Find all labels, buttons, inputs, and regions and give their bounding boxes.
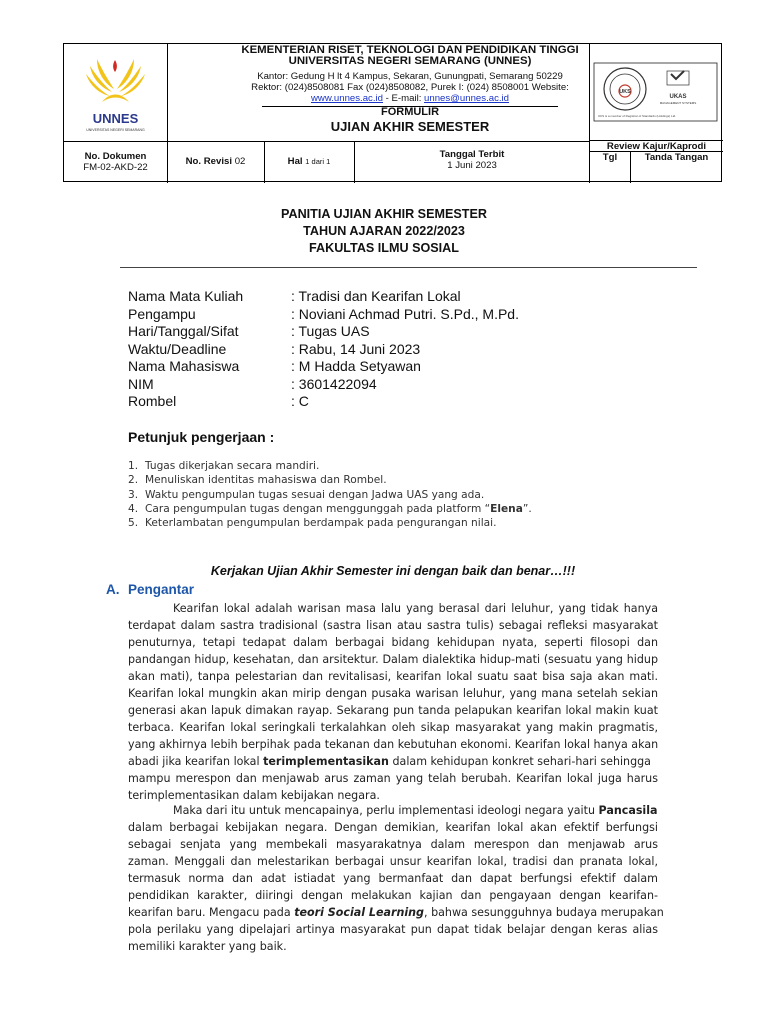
instruction-item: 4. Cara pengumpulan tugas dengan menggunggah pada platform “Elena”. bbox=[128, 503, 532, 515]
email-link: unnes@unnes.ac.id bbox=[424, 93, 509, 104]
emphasis-term: terimplementasikan bbox=[263, 755, 389, 768]
institution-block bbox=[167, 44, 653, 141]
instruction-item: 5. Keterlambatan pengumpulan berdampak pada pengurangan nilai. bbox=[128, 517, 497, 529]
page-count: 1 dari 1 bbox=[305, 157, 331, 166]
document-number-label: No. Dokumen bbox=[84, 151, 147, 162]
paragraph-line: pendidikan karakter, diiringi dengan melakukan kajian dan pengayaan dengan kearifan- bbox=[128, 889, 658, 902]
revision-number: 02 bbox=[234, 156, 246, 167]
document-number: FM-02-AKD-22 bbox=[83, 162, 148, 173]
paragraph-line: pandangan hidup, kesehatan, dan arsitektur. Dalam dialektika hidup-mati (sesuatu yang hidup bbox=[128, 653, 658, 666]
review-label: Review Kajur/Kaprodi bbox=[606, 141, 707, 152]
ministry-name: KEMENTERIAN RISET, TEKNOLOGI DAN PENDIDIKAN TINGGI bbox=[241, 44, 579, 56]
instructions-heading: Petunjuk pengerjaan : bbox=[128, 429, 275, 445]
faculty-title: FAKULTAS ILMU SOSIAL bbox=[309, 241, 459, 255]
paragraph-line: sebagai senjata yang membekali masyarakatnya dalam merespon dan menjawab arus bbox=[128, 838, 658, 851]
paragraph-line: pola perilaku yang dipelajari artinya masyarakat pun dapat tidak belajar dengan keras alias bbox=[128, 923, 658, 936]
academic-year-title: TAHUN AJARAN 2022/2023 bbox=[303, 224, 465, 238]
revision-label: No. Revisi bbox=[185, 156, 233, 167]
svg-text:UNIVERSITAS NEGERI SEMARANG: UNIVERSITAS NEGERI SEMARANG bbox=[86, 128, 145, 132]
title-divider bbox=[120, 267, 697, 268]
page-cell bbox=[264, 156, 354, 167]
paragraph-line: terimplementasikan dalam kebijakan negara. bbox=[128, 789, 380, 802]
paragraph-line: penuturnya, tetapi tedapat dalam berbagai bidang kehidupan nyata, seperti filosopi dan bbox=[128, 636, 658, 649]
university-logo bbox=[64, 44, 167, 141]
exhortation: Kerjakan Ujian Akhir Semester ini dengan baik dan benar…!!! bbox=[210, 564, 576, 578]
instruction-item: 3. Waktu pengumpulan tugas sesuai dengan Jadwa UAS yang ada. bbox=[128, 489, 485, 501]
review-date-label: Tgl bbox=[602, 152, 618, 163]
paragraph-line: Kearifan lokal adalah warisan masa lalu yang berasal dari leluhur, yang tidak hanya bbox=[173, 602, 658, 615]
platform-name: Elena bbox=[490, 503, 523, 515]
paragraph-line: terbaca. Kearifan lokal seringkali terkalahkan oleh sikap masyarakat yang makin pragmatis, bbox=[128, 721, 658, 734]
revision-cell bbox=[167, 156, 264, 167]
issued-date: 1 Juni 2023 bbox=[447, 160, 497, 171]
paragraph-line: yang akhirnya lebih berpihak pada tekanan dan kebutuhan ekonomi. Kearifan lokal hanya akan bbox=[128, 738, 659, 751]
instruction-item: 1. Tugas dikerjakan secara mandiri. bbox=[128, 460, 320, 472]
certification-badge-icon bbox=[590, 44, 723, 141]
svg-text:UKAS: UKAS bbox=[669, 94, 687, 100]
svg-text:UNNES: UNNES bbox=[92, 111, 139, 126]
emphasis-term: Pancasila bbox=[598, 804, 658, 817]
paragraph-line: generasi akan lapuk dimakan rayap. Sekarang pun tanda pelapukan kearifan lokal makin kuat bbox=[128, 704, 658, 717]
section-heading: A. Pengantar bbox=[106, 582, 195, 597]
paragraph-line: dalam berbagai kebijakan negara. Dengan demikian, kearifan lokal akan efektif berfungsi bbox=[128, 821, 658, 834]
committee-title: PANITIA UJIAN AKHIR SEMESTER bbox=[281, 207, 487, 221]
form-title: UJIAN AKHIR SEMESTER bbox=[330, 119, 490, 134]
svg-text:UKS is a member of Registrar o: UKS is a member of Registrar of Standards (Holdings) Ltd. bbox=[598, 114, 677, 118]
paragraph-line: terdapat dalam sastra tradisional (sastra lisan atau sastra tulis) sebagai refleksi masyarakat bbox=[128, 619, 658, 632]
page-label: Hal bbox=[287, 156, 303, 167]
paragraph-line: Kearifan lokal mungkin akan mirip dengan pusaka warisan leluhur, yang mana setelah sekian bbox=[128, 687, 658, 700]
paragraph-line: Maka dari itu untuk mencapainya, perlu implementasi ideologi negara yaitu Pancasila bbox=[173, 804, 658, 817]
website-link: www.unnes.ac.id bbox=[311, 93, 383, 104]
issued-cell bbox=[354, 149, 590, 171]
form-label: FORMULIR bbox=[380, 106, 440, 118]
certification-logos bbox=[590, 44, 723, 141]
emphasis-term: teori Social Learning bbox=[294, 906, 425, 919]
review-signature-label: Tanda Tangan bbox=[644, 152, 709, 163]
svg-text:MANAGEMENT SYSTEMS: MANAGEMENT SYSTEMS bbox=[659, 101, 697, 105]
issued-label: Tanggal Terbit bbox=[439, 149, 505, 160]
paragraph-line: akan mati), tanpa pelestarian dan revitalisasi, kearifan lokal suatu saat bisa saja akan mati. bbox=[128, 670, 658, 683]
instruction-item: 2. Menuliskan identitas mahasiswa dan Rombel. bbox=[128, 474, 387, 486]
address: Kantor: Gedung H lt 4 Kampus, Sekaran, Gunungpati, Semarang 50229 bbox=[257, 71, 563, 82]
paragraph-line: termasuk norma dan adat istiadat yang bermanfaat dan dapat berfungsi efektif dalam bbox=[128, 872, 658, 885]
web-email-line: www.unnes.ac.id - E-mail: unnes@unnes.ac.id bbox=[311, 93, 509, 104]
svg-text:UKS: UKS bbox=[619, 89, 631, 95]
document-number-cell bbox=[64, 151, 167, 173]
form-header-table bbox=[63, 43, 722, 182]
paragraph-line: kearifan baru. Mengacu pada teori Social Learning, bahwa sesungguhnya budaya merupakan bbox=[128, 906, 664, 919]
paragraph-line: mampu merespon dan menjawab arus zaman yang telah berubah. Kearifan lokal juga harus bbox=[128, 772, 658, 785]
paragraph-line: memiliki karakter yang baik. bbox=[128, 940, 287, 953]
university-name: UNIVERSITAS NEGERI SEMARANG (UNNES) bbox=[288, 55, 532, 67]
paragraph-line: zaman. Menggali dan melestarikan berbagai unsur kearifan lokal, tradisi dan pranata lokal, bbox=[128, 855, 658, 868]
paragraph-line: abadi jika kearifan lokal terimplementasikan dalam kehidupan konkret sehari-hari sehingga bbox=[128, 755, 651, 768]
contact: Rektor: (024)8508081 Fax (024)8508082, Purek I: (024) 8508001 Website: bbox=[251, 82, 569, 93]
unnes-logo-icon bbox=[64, 44, 167, 141]
